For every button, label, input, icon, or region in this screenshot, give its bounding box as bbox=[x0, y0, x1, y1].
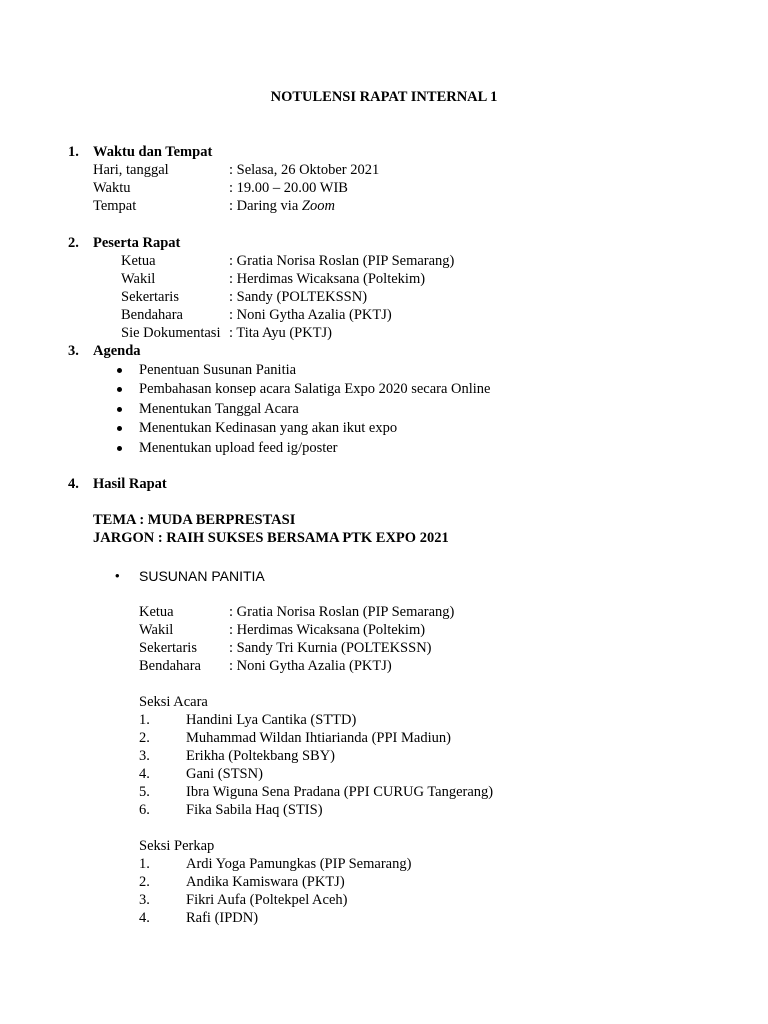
list-item: Gani (STSN) bbox=[186, 766, 263, 782]
list-item: Fikri Aufa (Poltekpel Aceh) bbox=[186, 892, 348, 908]
list-number: 4. bbox=[139, 766, 150, 782]
susunan-panitia-heading: SUSUNAN PANITIA bbox=[139, 568, 265, 584]
section-2-number: 2. bbox=[68, 235, 79, 251]
list-item: Rafi (IPDN) bbox=[186, 910, 259, 926]
panitia-value: : Gratia Norisa Roslan (PIP Semarang) bbox=[229, 604, 455, 620]
value-prefix: : Daring via bbox=[229, 198, 302, 214]
list-number: 1. bbox=[139, 856, 150, 872]
seksi-acara-heading: Seksi Acara bbox=[139, 694, 208, 710]
panitia-label: Ketua bbox=[139, 604, 174, 620]
panitia-label: Wakil bbox=[139, 622, 174, 638]
list-number: 3. bbox=[139, 892, 150, 908]
list-number: 5. bbox=[139, 784, 150, 800]
bullet-icon bbox=[117, 368, 122, 373]
section-1-value bbox=[229, 197, 335, 215]
agenda-item: Penentuan Susunan Panitia bbox=[139, 362, 297, 378]
tema-text: TEMA : MUDA BERPRESTASI bbox=[93, 512, 296, 528]
bullet-icon: • bbox=[115, 568, 120, 583]
agenda-item: Menentukan upload feed ig/poster bbox=[139, 440, 338, 456]
panitia-value: : Noni Gytha Azalia (PKTJ) bbox=[229, 658, 392, 674]
list-item: Ardi Yoga Pamungkas (PIP Semarang) bbox=[186, 856, 412, 872]
panitia-value: : Herdimas Wicaksana (Poltekim) bbox=[229, 622, 426, 638]
section-4-heading: Hasil Rapat bbox=[93, 476, 167, 492]
section-1-heading: Waktu dan Tempat bbox=[93, 144, 213, 160]
agenda-item: Menentukan Kedinasan yang akan ikut expo bbox=[139, 420, 398, 436]
peserta-label: Sie Dokumentasi bbox=[121, 325, 221, 341]
list-number: 2. bbox=[139, 874, 150, 890]
peserta-label: Ketua bbox=[121, 253, 156, 269]
agenda-item: Pembahasan konsep acara Salatiga Expo 2020 secara Online bbox=[139, 381, 491, 397]
section-1-label: Waktu bbox=[93, 180, 131, 196]
list-item: Muhammad Wildan Ihtiarianda (PPI Madiun) bbox=[186, 730, 451, 746]
list-number: 3. bbox=[139, 748, 150, 764]
value-italic: Zoom bbox=[301, 198, 335, 214]
bullet-icon bbox=[117, 446, 122, 451]
section-1-label: Tempat bbox=[93, 198, 137, 214]
list-item: Handini Lya Cantika (STTD) bbox=[186, 712, 357, 728]
section-2-heading: Peserta Rapat bbox=[93, 235, 181, 251]
seksi-perkap-heading: Seksi Perkap bbox=[139, 838, 215, 854]
list-item: Ibra Wiguna Sena Pradana (PPI CURUG Tangerang) bbox=[186, 784, 494, 800]
panitia-label: Sekertaris bbox=[139, 640, 197, 656]
section-1-value: : Selasa, 26 Oktober 2021 bbox=[229, 162, 380, 178]
list-item: Andika Kamiswara (PKTJ) bbox=[186, 874, 345, 890]
bullet-icon bbox=[117, 387, 122, 392]
peserta-value: : Gratia Norisa Roslan (PIP Semarang) bbox=[229, 253, 455, 269]
section-1-label: Hari, tanggal bbox=[93, 162, 169, 178]
jargon-text: JARGON : RAIH SUKSES BERSAMA PTK EXPO 2021 bbox=[93, 530, 449, 546]
list-item: Erikha (Poltekbang SBY) bbox=[186, 748, 336, 764]
peserta-value: : Noni Gytha Azalia (PKTJ) bbox=[229, 307, 392, 323]
document-title: NOTULENSI RAPAT INTERNAL 1 bbox=[270, 89, 498, 105]
panitia-value: : Sandy Tri Kurnia (POLTEKSSN) bbox=[229, 640, 432, 656]
section-3-number: 3. bbox=[68, 343, 79, 359]
list-number: 1. bbox=[139, 712, 150, 728]
peserta-value: : Herdimas Wicaksana (Poltekim) bbox=[229, 271, 426, 287]
section-4-number: 4. bbox=[68, 476, 79, 492]
list-item: Fika Sabila Haq (STIS) bbox=[186, 802, 323, 818]
bullet-icon bbox=[117, 407, 122, 412]
section-3-heading: Agenda bbox=[93, 343, 141, 359]
peserta-label: Bendahara bbox=[121, 307, 183, 323]
panitia-label: Bendahara bbox=[139, 658, 201, 674]
peserta-label: Sekertaris bbox=[121, 289, 179, 305]
list-number: 6. bbox=[139, 802, 150, 818]
bullet-icon bbox=[117, 426, 122, 431]
peserta-value: : Tita Ayu (PKTJ) bbox=[229, 325, 333, 341]
agenda-item: Menentukan Tanggal Acara bbox=[139, 401, 299, 417]
section-1-value: : 19.00 – 20.00 WIB bbox=[229, 180, 348, 196]
peserta-value: : Sandy (POLTEKSSN) bbox=[229, 289, 368, 305]
peserta-label: Wakil bbox=[121, 271, 156, 287]
list-number: 2. bbox=[139, 730, 150, 746]
list-number: 4. bbox=[139, 910, 150, 926]
section-1-number: 1. bbox=[68, 144, 79, 160]
